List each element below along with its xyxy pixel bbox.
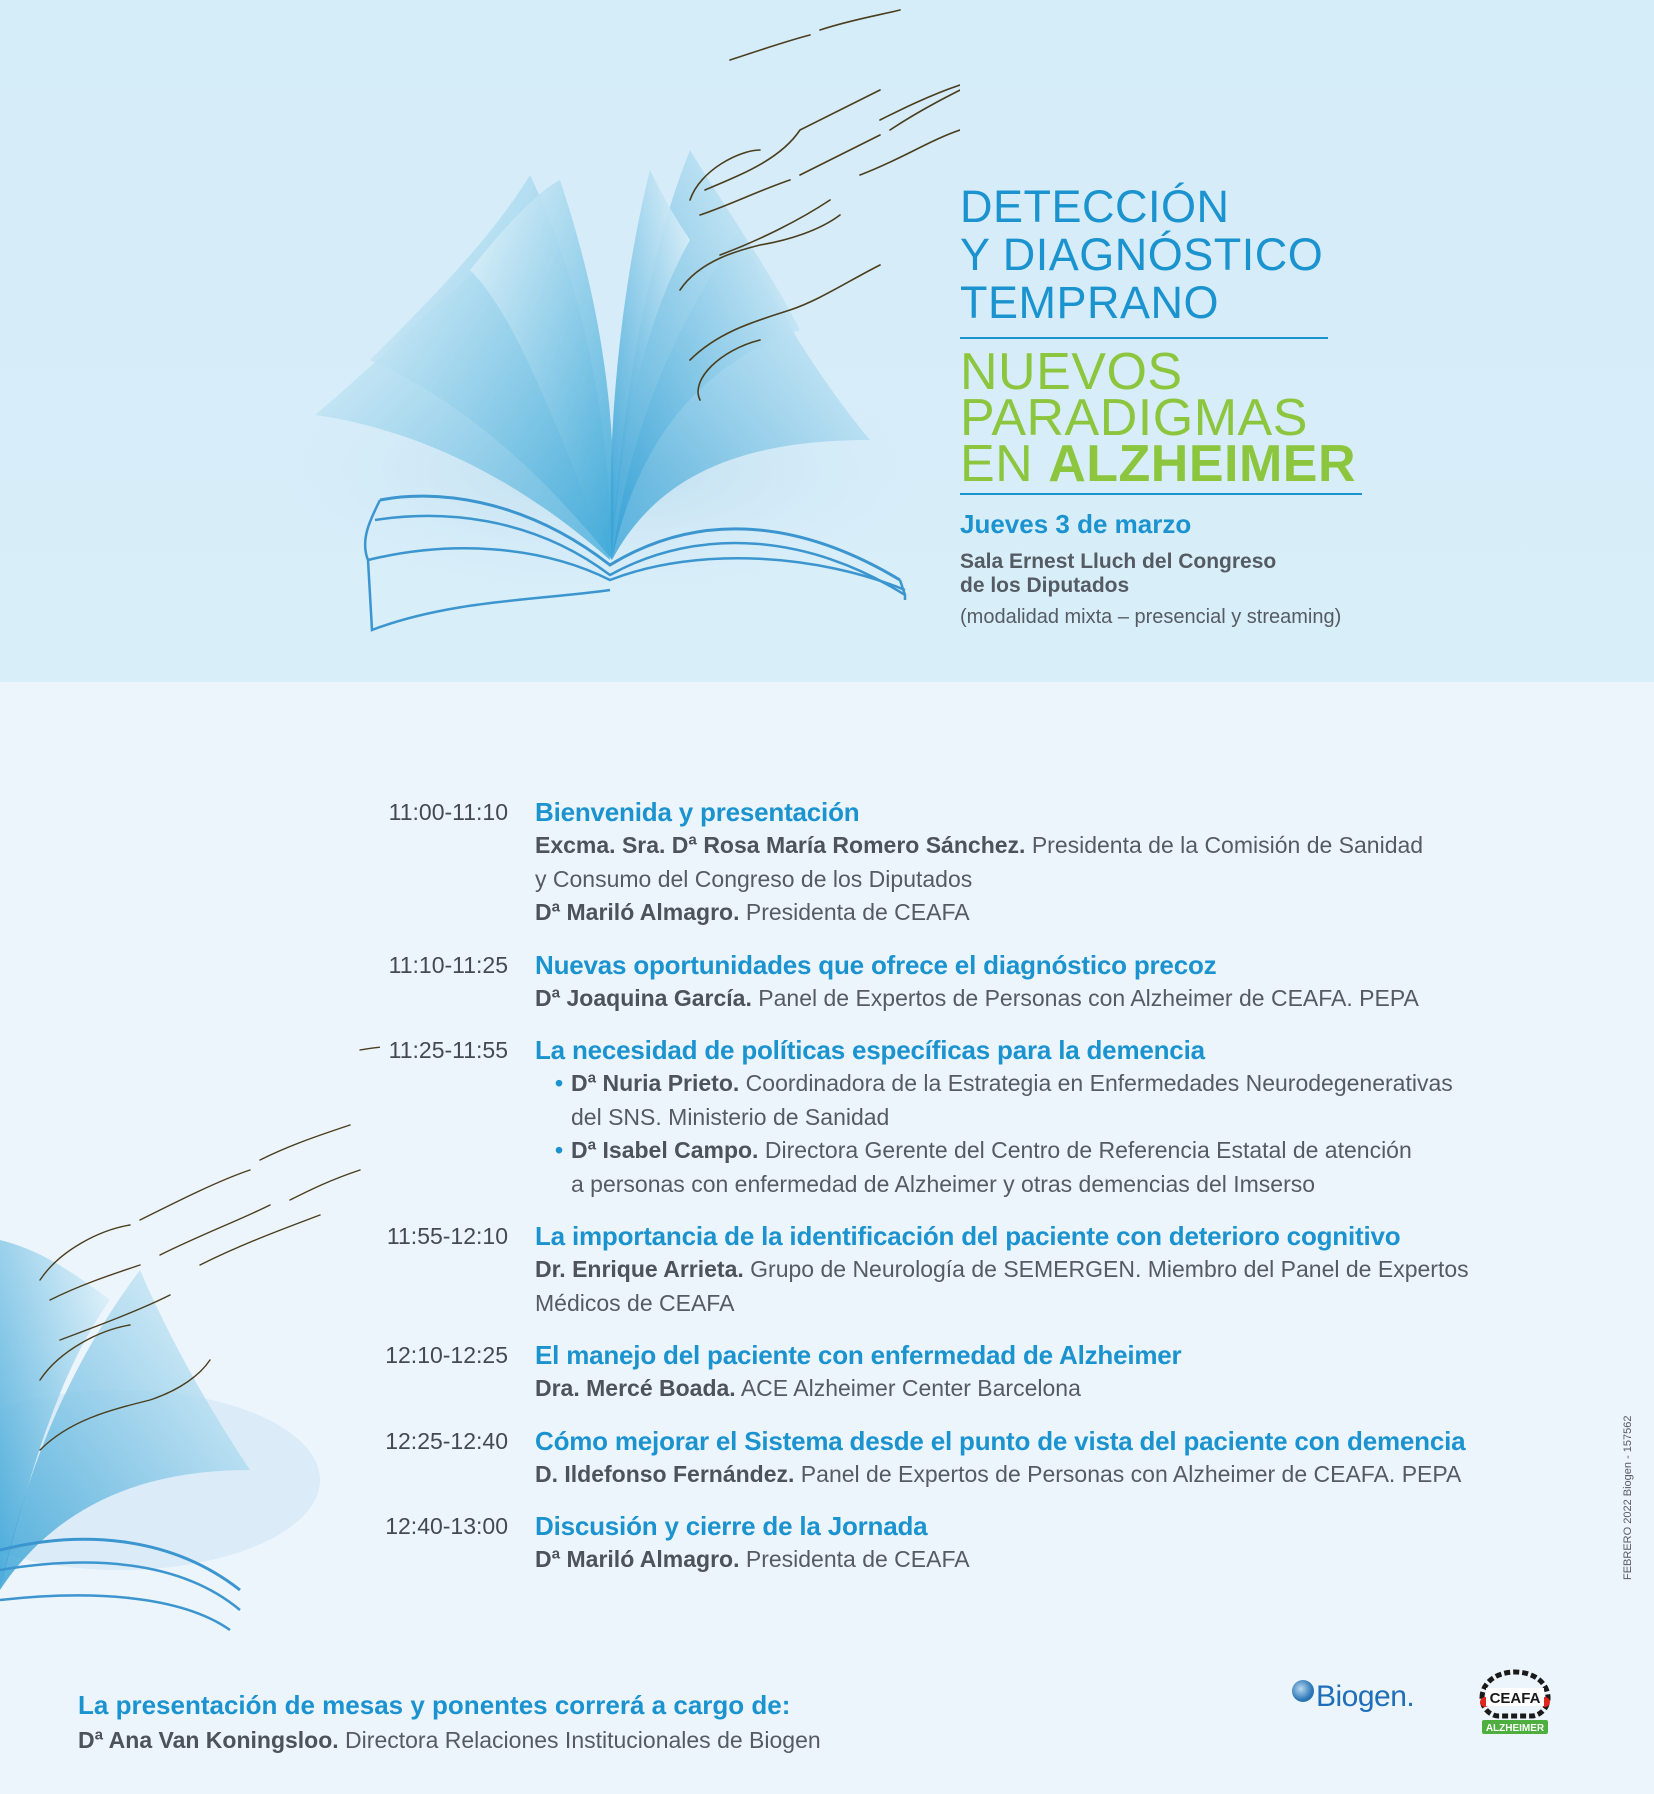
- speaker-line: [535, 1287, 1560, 1321]
- event-mode: (modalidad mixta – presencial y streaming): [960, 606, 1342, 628]
- program-title: La importancia de la identificación del paciente con deterioro cognitivo: [535, 1221, 1401, 1251]
- event-date: Jueves 3 de marzo: [960, 509, 1192, 539]
- event-title-line: DETECCIÓN: [960, 181, 1230, 232]
- program-content: [535, 795, 1560, 930]
- speaker-role: Directora Gerente del Centro de Referencia Estatal de atención: [758, 1137, 1412, 1163]
- small-book-illustration: [0, 1030, 380, 1650]
- program-title: La necesidad de políticas específicas para la demencia: [535, 1035, 1205, 1065]
- speaker-bullet-cont: [535, 1168, 1560, 1202]
- program-item: [380, 795, 1560, 930]
- speaker-role: Presidenta de CEAFA: [739, 1546, 970, 1572]
- presenter-name: Dª Ana Van Koningsloo.: [78, 1727, 339, 1753]
- document-code: FEBRERO 2022 Biogen - 157562: [1622, 1415, 1634, 1580]
- ceafa-name: CEAFA: [1489, 1690, 1541, 1707]
- speaker-name: Excma. Sra. Dª Rosa María Romero Sánchez.: [535, 832, 1026, 858]
- presenter-role: Directora Relaciones Institucionales de Biogen: [338, 1727, 821, 1753]
- program-content: [535, 1424, 1560, 1492]
- program-time: 12:25-12:40: [385, 1427, 508, 1454]
- speaker-line: [535, 1458, 1560, 1492]
- spacer: [380, 1015, 1560, 1033]
- footer-presenter: [78, 1727, 821, 1754]
- title-block: [960, 183, 1380, 629]
- biogen-logo: [1292, 1680, 1414, 1714]
- speaker-bullet-cont: [535, 1101, 1560, 1135]
- subtitle-emphasis: ALZHEIMER: [1048, 435, 1357, 493]
- program-item: [380, 1219, 1560, 1320]
- bullet-dot: •: [555, 1137, 564, 1163]
- biogen-wordmark: Biogen.: [1316, 1680, 1415, 1713]
- spacer: [380, 1491, 1560, 1509]
- event-venue: [960, 550, 1380, 598]
- speaker-name: Dª Mariló Almagro.: [535, 899, 740, 925]
- program-schedule: [380, 795, 1560, 1577]
- spacer: [380, 1320, 1560, 1338]
- speaker-line: [535, 829, 1560, 863]
- program-content: [535, 1509, 1560, 1577]
- speaker-role: y Consumo del Congreso de los Diputados: [535, 865, 973, 892]
- program-time: 11:25-11:55: [388, 1037, 508, 1063]
- program-item: [380, 1424, 1560, 1492]
- title-divider: [960, 337, 1328, 339]
- speaker-name: Dra. Mercé Boada.: [535, 1375, 736, 1401]
- program-time: 11:55-12:10: [386, 1223, 508, 1249]
- event-subtitle: [960, 343, 1380, 493]
- venue-line: de los Diputados: [960, 574, 1130, 597]
- speaker-role: Presidenta de la Comisión de Sanidad: [1025, 832, 1424, 858]
- event-title: [960, 183, 1380, 327]
- program-content: [535, 948, 1560, 1016]
- program-title: Discusión y cierre de la Jornada: [535, 1511, 928, 1541]
- program-title: El manejo del paciente con enfermedad de Alzheimer: [535, 1340, 1182, 1370]
- event-subtitle-line: PARADIGMAS: [960, 389, 1308, 447]
- speaker-bullet: [535, 1134, 1560, 1168]
- program-title: Bienvenida y presentación: [535, 797, 860, 827]
- program-time: 12:10-12:25: [385, 1342, 508, 1368]
- speaker-role: Panel de Expertos de Personas con Alzheimer de CEAFA. PEPA: [751, 984, 1419, 1011]
- spacer: [380, 930, 1560, 948]
- spacer: [380, 1201, 1560, 1219]
- speaker-name: Dª Isabel Campo.: [571, 1137, 759, 1163]
- program-content: [535, 1219, 1560, 1320]
- program-content: [535, 1338, 1560, 1406]
- speaker-line: [535, 1253, 1560, 1287]
- speaker-role: a personas con enfermedad de Alzheimer y otras demencias del Imserso: [571, 1170, 1316, 1197]
- program-time: 11:10-11:25: [388, 951, 508, 978]
- subtitle-divider: [960, 493, 1362, 495]
- program-item: [380, 1338, 1560, 1406]
- speaker-role: Presidenta de CEAFA: [739, 899, 970, 925]
- speaker-line: [535, 896, 1560, 930]
- program-item: [380, 948, 1560, 1016]
- speaker-line: [535, 982, 1560, 1016]
- biogen-sphere-icon: [1292, 1680, 1314, 1702]
- speaker-name: D. Ildefonso Fernández.: [535, 1460, 795, 1487]
- subtitle-prefix: EN: [960, 435, 1049, 493]
- speaker-name: Dª Nuria Prieto.: [571, 1070, 740, 1096]
- footer-title: La presentación de mesas y ponentes correrá a cargo de:: [78, 1690, 791, 1720]
- event-title-line: Y DIAGNÓSTICO: [960, 229, 1324, 280]
- venue-line: Sala Ernest Lluch del Congreso: [960, 550, 1277, 573]
- speaker-line: [535, 1372, 1560, 1406]
- event-subtitle-line: [960, 435, 1380, 493]
- speaker-role: Grupo de Neurología de SEMERGEN. Miembro del Panel de Expertos: [743, 1256, 1469, 1282]
- speaker-name: Dr. Enrique Arrieta.: [535, 1256, 744, 1282]
- speaker-line: [535, 1543, 1560, 1577]
- ceafa-tagline: ALZHEIMER: [1485, 1723, 1545, 1734]
- program-time: 12:40-13:00: [385, 1513, 508, 1539]
- program-title: Cómo mejorar el Sistema desde el punto de vista del paciente con demencia: [535, 1425, 1466, 1456]
- event-title-line: TEMPRANO: [960, 277, 1220, 328]
- program-item: [380, 1033, 1560, 1201]
- program-time: 11:00-11:10: [388, 799, 508, 825]
- event-subtitle-line: NUEVOS: [960, 343, 1183, 401]
- speaker-name: Dª Mariló Almagro.: [535, 1546, 740, 1572]
- speaker-line: [535, 863, 1560, 897]
- program-item: [380, 1509, 1560, 1577]
- program-title: Nuevas oportunidades que ofrece el diagnóstico precoz: [535, 949, 1217, 980]
- speaker-role: Coordinadora de la Estrategia en Enfermedades Neurodegenerativas: [739, 1070, 1453, 1096]
- spacer: [380, 1406, 1560, 1424]
- open-book-illustration: [0, 0, 960, 682]
- speaker-name: Dª Joaquina García.: [535, 984, 752, 1011]
- speaker-bullet: [535, 1067, 1560, 1101]
- speaker-role: del SNS. Ministerio de Sanidad: [571, 1103, 890, 1130]
- speaker-role: Médicos de CEAFA: [535, 1289, 735, 1316]
- bullet-dot: •: [555, 1070, 564, 1096]
- speaker-role: ACE Alzheimer Center Barcelona: [735, 1375, 1081, 1401]
- speaker-role: Panel de Expertos de Personas con Alzheimer de CEAFA. PEPA: [794, 1460, 1462, 1487]
- program-content: [535, 1033, 1560, 1201]
- ceafa-logo: [1472, 1664, 1558, 1738]
